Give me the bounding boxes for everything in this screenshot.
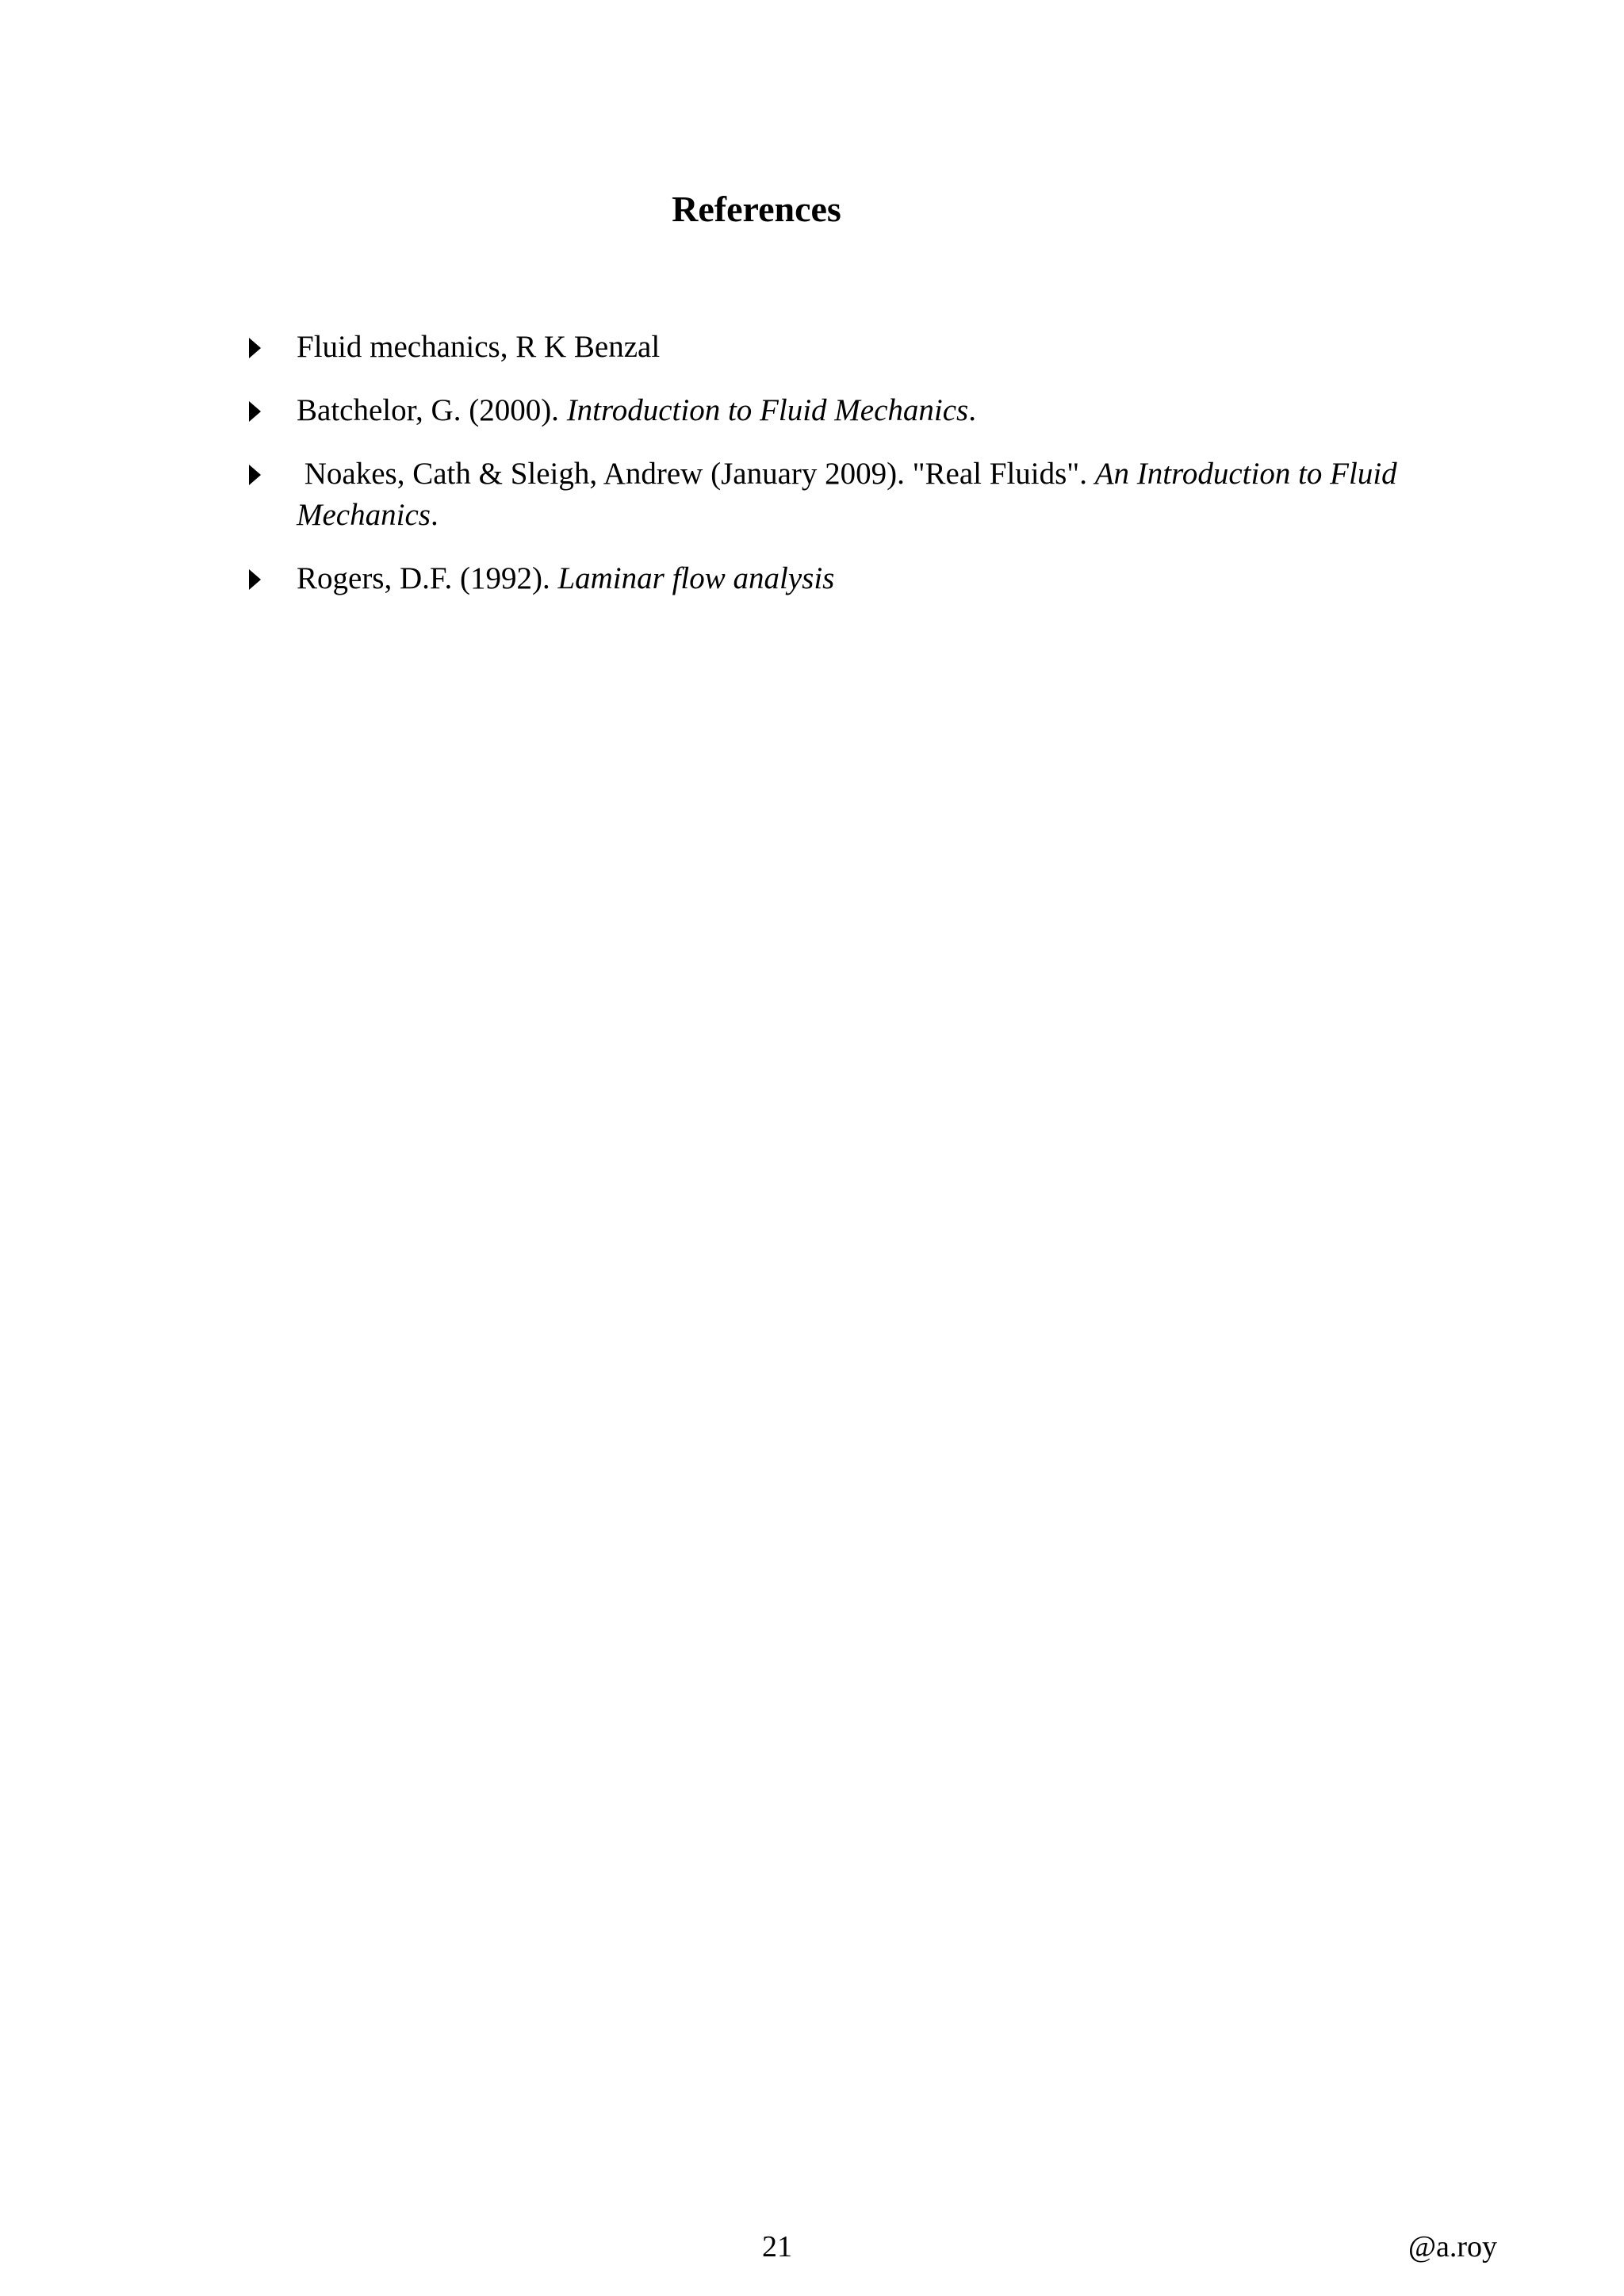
reference-text: Batchelor, G. (2000). bbox=[297, 393, 567, 427]
reference-title: Laminar flow analysis bbox=[557, 561, 835, 595]
right-triangle-bullet-icon bbox=[249, 401, 261, 422]
right-triangle-bullet-icon bbox=[249, 338, 261, 358]
reference-item bbox=[246, 327, 1411, 368]
reference-text: Fluid mechanics, R K Benzal bbox=[297, 330, 661, 364]
reference-title: An Introduction to Fluid Mechanics bbox=[297, 457, 1397, 532]
reference-list bbox=[246, 327, 1411, 622]
reference-title: Introduction to Fluid Mechanics bbox=[566, 393, 969, 427]
reference-item bbox=[246, 390, 1411, 431]
reference-item bbox=[246, 558, 1411, 599]
reference-text: Noakes, Cath & Sleigh, Andrew (January 2009). "Real Fluids". bbox=[297, 457, 1095, 491]
page-number: 21 bbox=[762, 2230, 792, 2263]
reference-tail: . bbox=[968, 393, 976, 427]
reference-item bbox=[246, 453, 1411, 536]
right-triangle-bullet-icon bbox=[249, 465, 261, 485]
reference-text: Rogers, D.F. (1992). bbox=[297, 561, 558, 595]
right-triangle-bullet-icon bbox=[249, 569, 261, 590]
page-title: References bbox=[672, 189, 841, 229]
author-handle: @a.roy bbox=[1408, 2230, 1497, 2263]
reference-tail: . bbox=[430, 498, 439, 532]
